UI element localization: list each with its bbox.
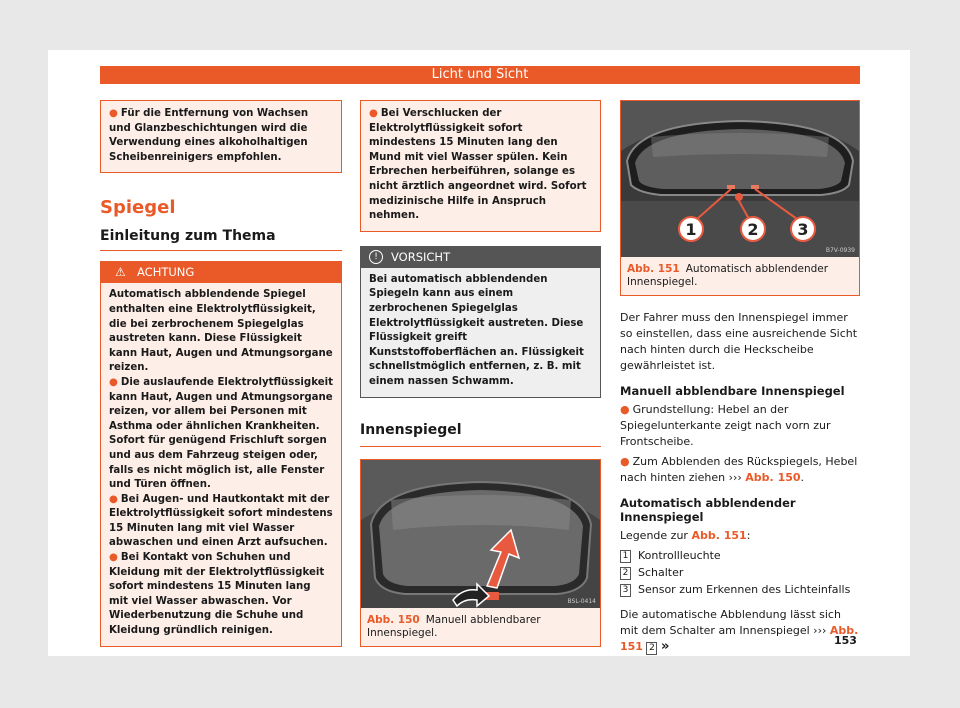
figure-caption	[621, 257, 859, 295]
continue-mark: »	[660, 639, 670, 654]
figure-number: Abb. 151	[627, 263, 680, 275]
bullet-icon: ●	[620, 403, 630, 416]
caution-text: Bei automatisch abblendenden Spiegeln kann aus einem zerbrochenen Spiegelglas Elektrolytflüssigkeit austreten. Diese Flüssigkeit greift Kunststoffoberflächen an. Flüssigkeit schnellstmöglich entfernen, z. B. mit einem nassen Schwamm.	[361, 268, 600, 397]
figure-151	[620, 100, 860, 296]
warning-bullet: ● Die auslaufende Elektrolytflüssigkeit kann Haut, Augen und Atmungsorgane reizen, vor allem bei Personen mit Asthma oder ähnlichen Krankheiten. Sofort für genügend Frischluft sorgen und aus dem Fahrzeug steigen oder, falls es nicht möglich ist, alle Fenster und Türen öffnen.	[109, 376, 333, 491]
figure-image-auto-mirror	[621, 101, 859, 257]
mirror-illustration	[621, 101, 859, 257]
figure-image-manual-mirror	[361, 460, 600, 608]
legend-number: 2	[620, 567, 631, 580]
warning-triangle-icon: ⚠	[115, 265, 126, 280]
figure-ref-link[interactable]: Abb. 151	[620, 624, 859, 653]
closing-paragraph: Die automatische Abblendung lässt sich mit dem Schalter am Innenspiegel ››› Abb. 151 2 »	[620, 608, 859, 654]
bullet-icon: ●	[109, 108, 118, 119]
figure-150	[360, 459, 601, 647]
warning-bullet: ● Bei Augen- und Hautkontakt mit der Elektrolytflüssigkeit sofort mindestens 15 Minuten lang mit viel Wasser abwaschen und einen Arzt aufsuchen.	[109, 493, 333, 549]
manual-bullet: ● Grundstellung: Hebel an der Spiegelunterkante zeigt nach vorn zur Frontscheibe.	[620, 403, 831, 448]
column-middle	[360, 100, 601, 647]
column-left	[100, 100, 342, 647]
legend-number: 1	[620, 550, 631, 563]
warning-box	[100, 261, 342, 646]
ref-arrow: ›››	[813, 624, 827, 637]
bullet-icon: ●	[109, 376, 118, 388]
legend-number: 3	[620, 584, 631, 597]
section-title-innenspiegel: Innenspiegel	[360, 422, 601, 447]
warning-bullet: ● Bei Kontakt von Schuhen und Kleidung mit der Elektrolytflüssigkeit sofort mindestens 15 Minuten lang mit viel Wasser abwaschen. Vor Wiederbenutzung die Schuhe und Kleidung gründlich reinigen.	[109, 552, 325, 637]
manual-bullet: ● Zum Abblenden des Rückspiegels, Hebel nach hinten ziehen ››› Abb. 150.	[620, 455, 858, 484]
callout-1: 1	[685, 220, 697, 239]
figure-caption-text: Manuell abblendbarer Innenspiegel.	[367, 613, 541, 639]
info-circle-icon: !	[369, 250, 383, 264]
bullet-icon: ●	[369, 108, 378, 119]
caution-label: VORSICHT	[391, 249, 451, 264]
warning-body	[101, 283, 341, 645]
warning-label: ACHTUNG	[137, 265, 195, 280]
section-title: Spiegel	[100, 197, 176, 219]
callout-3: 3	[797, 220, 809, 239]
top-note-box	[100, 100, 342, 173]
ref-arrow: ›››	[728, 471, 742, 484]
auto-heading: Automatisch abblendender Innenspiegel	[620, 496, 796, 524]
figure-number: Abb. 150	[367, 613, 420, 626]
legend-item: 3 Sensor zum Erkennen des Lichteinfalls	[620, 582, 860, 599]
legend-item: 2 Schalter	[620, 565, 860, 582]
legend-intro: Legende zur Abb. 151:	[620, 529, 751, 542]
chapter-header: Licht und Sicht	[100, 66, 860, 84]
figure-caption-text: Automatisch abblendender Innenspiegel.	[627, 263, 829, 288]
inline-number-2: 2	[646, 642, 657, 655]
warning-header	[101, 262, 341, 283]
column-right	[620, 100, 860, 655]
page-number: 153	[834, 634, 857, 647]
legend-list	[620, 548, 860, 599]
top-note-text: Für die Entfernung von Wachsen und Glanzbeschichtungen wird die Verwendung eines alkoholhaltigen Scheibenreinigers empfohlen.	[109, 108, 309, 163]
caution-box	[360, 246, 601, 398]
legend-item: 1 Kontrollleuchte	[620, 548, 860, 565]
bullet-icon: ●	[109, 493, 118, 505]
caution-header	[361, 247, 600, 268]
intro-paragraph: Der Fahrer muss den Innenspiegel immer so einstellen, dass eine ausreichende Sicht nach hinten durch die Heckscheibe gewährleistet ist.	[620, 311, 858, 372]
top-note-box	[360, 100, 601, 232]
callout-2: 2	[747, 220, 759, 239]
bullet-icon: ●	[109, 552, 118, 564]
warning-intro: Automatisch abblendende Spiegel enthalten eine Elektrolytflüssigkeit, die bei zerbrochenem Spiegelglas austreten kann. Diese Flüssigkeit kann Haut, Augen und Atmungsorgane reizen.	[109, 289, 333, 374]
mirror-illustration	[361, 460, 600, 608]
figure-code: B7V-0939	[825, 247, 855, 254]
figure-ref-link[interactable]: Abb. 151	[691, 529, 747, 542]
top-note-text: Bei Verschlucken der Elektrolytflüssigkeit sofort mindestens 15 Minuten lang den Mund mit viel Wasser spülen. Kein Erbrechen herbeiführen, solange es nicht ärztlich angeordnet wird. Sofort medizinische Hilfe in Anspruch nehmen.	[369, 108, 587, 222]
figure-ref-link[interactable]: Abb. 150	[745, 471, 801, 484]
figure-code: BSL-0414	[567, 597, 596, 605]
figure-caption	[361, 608, 600, 646]
bullet-icon: ●	[620, 455, 630, 468]
manual-heading: Manuell abblendbare Innenspiegel	[620, 384, 845, 398]
subsection-title: Einleitung zum Thema	[100, 228, 342, 251]
